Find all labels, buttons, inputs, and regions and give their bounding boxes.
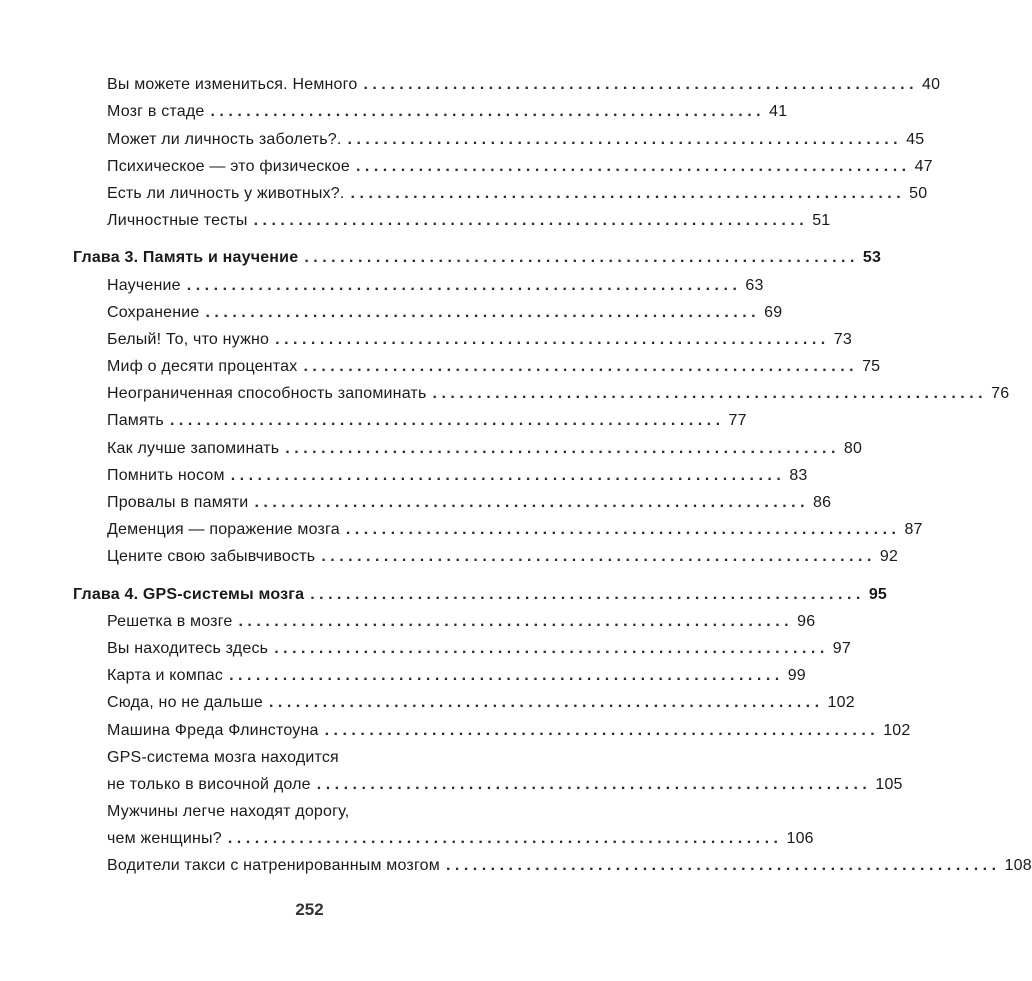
section-memory-entries (0, 268, 1010, 567)
toc-entry[interactable] (0, 68, 941, 95)
page-number: 41 (769, 103, 788, 121)
dot-leader: .............................................................. (445, 857, 1001, 875)
dot-leader: .............................................................. (229, 667, 784, 685)
entry-title: Цените свою забывчивость (107, 548, 316, 566)
entry-line-2 (107, 768, 903, 795)
dot-leader: .............................................................. (285, 439, 840, 457)
toc-entry[interactable] (0, 849, 1032, 876)
chapter-title: Глава 3. Память и научение (73, 249, 299, 267)
toc-entry[interactable] (0, 713, 911, 740)
entry-title: Сюда, но не дальше (107, 694, 263, 712)
entry-title: Память (107, 412, 164, 430)
dot-leader: .............................................................. (432, 385, 988, 403)
page-number: 40 (922, 76, 941, 94)
toc-entry[interactable] (0, 95, 788, 122)
page-number: 69 (764, 303, 783, 321)
entry-title: Научение (107, 276, 181, 294)
page-number: 96 (797, 612, 816, 630)
entry-title: Мужчины легче находят дорогу, (107, 803, 350, 821)
chapter-title: Глава 4. GPS-системы мозга (73, 585, 305, 603)
entry-title: Психическое — это физическое (107, 157, 350, 175)
dot-leader: .............................................................. (227, 830, 783, 848)
dot-leader: .............................................................. (238, 612, 794, 630)
table-of-contents (0, 68, 1032, 876)
page-number: 75 (862, 358, 881, 376)
dot-leader: .............................................................. (304, 249, 859, 267)
dot-leader: .............................................................. (254, 494, 810, 511)
spacer (0, 231, 619, 241)
toc-entry[interactable] (0, 296, 783, 323)
dot-leader: .............................................................. (363, 76, 919, 94)
page-number: 45 (906, 130, 925, 148)
entry-line-2 (107, 822, 814, 849)
page-number: 63 (745, 276, 764, 294)
entry-title: Провалы в памяти (107, 494, 249, 511)
dot-leader: .............................................................. (253, 212, 809, 230)
toc-entry[interactable] (0, 150, 933, 177)
page-number: 102 (883, 721, 911, 739)
entry-title: Деменция — поражение мозга (107, 521, 340, 539)
toc-entry[interactable] (0, 605, 816, 632)
page-number: 105 (875, 775, 903, 793)
toc-entry[interactable] (0, 323, 852, 350)
dot-leader: .............................................................. (275, 330, 830, 348)
page-number: 80 (843, 439, 863, 457)
page-number: 53 (862, 249, 882, 267)
dot-leader: .............................................................. (350, 184, 906, 202)
entry-title: Вы находитесь здесь (107, 639, 269, 657)
chapter-4-entry[interactable] (0, 577, 888, 604)
entry-title: Сохранение (107, 303, 200, 321)
entry-title: Есть ли личность у животных?. (107, 184, 345, 202)
dot-leader: .............................................................. (316, 775, 872, 793)
entry-title: Водители такси с натренированным мозгом (107, 857, 440, 875)
dot-leader: .............................................................. (345, 521, 901, 539)
entry-title: Неограниченная способность запоминать (107, 385, 427, 403)
entry-title: Вы можете измениться. Немного (107, 76, 358, 94)
page-number-footer: 252 (295, 900, 324, 919)
entry-title: чем женщины? (107, 830, 222, 848)
toc-entry[interactable] (0, 204, 831, 231)
toc-entry[interactable] (0, 431, 863, 458)
entry-title: Как лучше запоминать (107, 439, 280, 457)
page-number: 50 (909, 184, 928, 202)
page-number: 77 (728, 412, 747, 430)
page-number: 92 (879, 548, 899, 566)
page-number: 108 (1004, 857, 1032, 875)
dot-leader: .............................................................. (355, 157, 911, 175)
toc-entry-multiline[interactable] (0, 795, 814, 849)
page-number: 73 (833, 330, 852, 348)
toc-entry[interactable] (0, 177, 928, 204)
page-number: 87 (904, 521, 923, 539)
toc-entry[interactable] (0, 377, 1010, 404)
page-number: 99 (787, 667, 806, 685)
page-number: 51 (812, 212, 831, 230)
toc-entry[interactable] (0, 540, 899, 567)
page-number: 95 (868, 585, 888, 603)
dot-leader: .............................................................. (310, 585, 865, 603)
toc-entry[interactable] (0, 122, 925, 149)
toc-entry-multiline[interactable] (0, 741, 903, 795)
dot-leader: .............................................................. (303, 358, 859, 376)
toc-entry[interactable] (0, 659, 806, 686)
page-number: 86 (813, 494, 832, 511)
chapter-3-entry[interactable] (0, 241, 882, 268)
entry-title: Карта и компас (107, 667, 224, 685)
dot-leader: .............................................................. (274, 639, 829, 657)
entry-title: GPS-система мозга находится (107, 748, 339, 766)
dot-leader: .............................................................. (347, 130, 903, 148)
page-number: 97 (832, 639, 851, 657)
entry-title: Решетка в мозге (107, 612, 233, 630)
entry-title: Мозг в стаде (107, 103, 205, 121)
dot-leader: .............................................................. (268, 694, 824, 712)
page-number: 47 (914, 157, 933, 175)
entry-title: Помнить носом (107, 466, 225, 484)
section-personality-entries (0, 68, 941, 231)
page-number: 76 (991, 385, 1010, 403)
toc-entry[interactable] (0, 459, 808, 486)
page-number: 106 (786, 830, 814, 848)
toc-entry[interactable] (0, 686, 855, 713)
dot-leader: .............................................................. (205, 303, 761, 321)
toc-entry[interactable] (0, 268, 764, 295)
toc-entry[interactable] (0, 632, 851, 659)
page-number: 102 (827, 694, 855, 712)
toc-entry[interactable] (0, 513, 923, 540)
toc-entry[interactable] (0, 404, 747, 431)
page-number: 83 (789, 466, 808, 484)
entry-line-1 (107, 795, 535, 822)
entry-line-1 (107, 741, 535, 768)
entry-title: Машина Фреда Флинстоуна (107, 721, 319, 739)
dot-leader: .............................................................. (230, 466, 786, 484)
spacer (0, 567, 619, 577)
entry-title: Миф о десяти процентах (107, 358, 298, 376)
dot-leader: .............................................................. (169, 412, 725, 430)
entry-title: Белый! То, что нужно (107, 330, 270, 348)
entry-title: Личностные тесты (107, 212, 248, 230)
toc-entry[interactable] (0, 486, 832, 513)
dot-leader: .............................................................. (210, 103, 766, 121)
dot-leader: .............................................................. (321, 548, 876, 566)
entry-title: Может ли личность заболеть?. (107, 130, 342, 148)
toc-entry[interactable] (0, 350, 881, 377)
section-gps-entries (0, 605, 911, 741)
dot-leader: .............................................................. (186, 276, 742, 294)
entry-title: не только в височной доле (107, 775, 311, 793)
dot-leader: .............................................................. (324, 721, 880, 739)
